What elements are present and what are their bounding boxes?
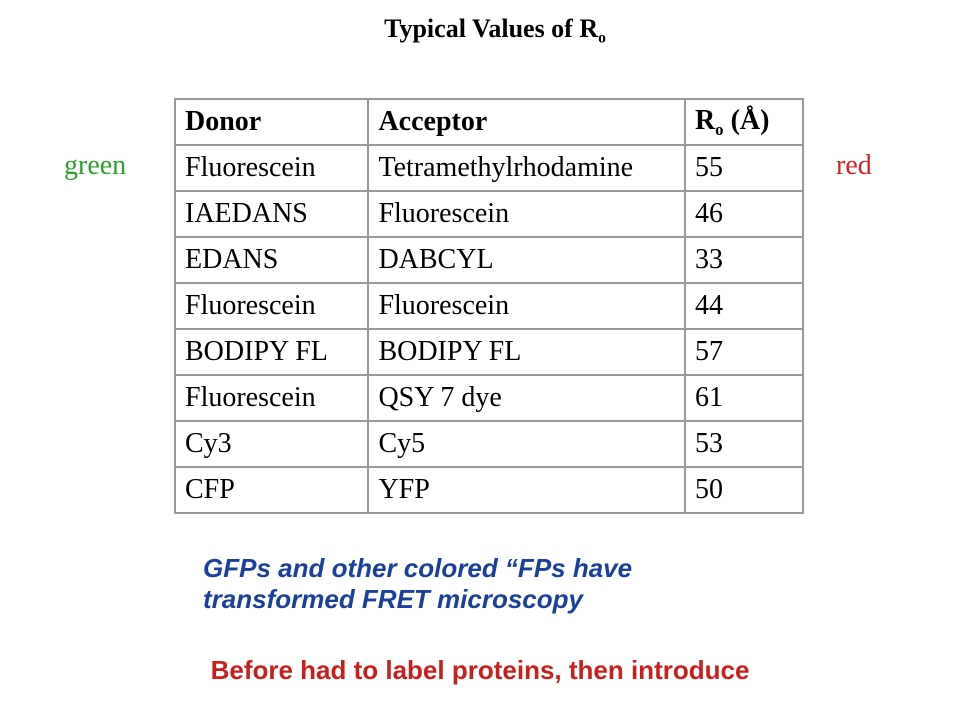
ro-cell: 44 — [685, 283, 803, 329]
ro-cell: 46 — [685, 191, 803, 237]
ro-cell: 61 — [685, 375, 803, 421]
table-row — [175, 375, 803, 421]
header-ro-main: R — [694, 104, 716, 136]
donor-cell: Fluorescein — [175, 145, 368, 191]
donor-cell: BODIPY FL — [175, 329, 368, 375]
acceptor-cell: Fluorescein — [368, 191, 685, 237]
acceptor-color-label: red — [836, 150, 872, 181]
gfp-note-line-1: GFPs and other colored “FPs have — [203, 553, 633, 583]
acceptor-cell: YFP — [368, 467, 685, 513]
donor-cell: Fluorescein — [175, 375, 368, 421]
header-acceptor: Acceptor — [368, 99, 685, 145]
table-row — [175, 237, 803, 283]
footer-note: Before had to label proteins, then introduce — [210, 655, 750, 685]
header-ro-unit: (Å) — [723, 104, 770, 136]
acceptor-cell: Tetramethylrhodamine — [368, 145, 685, 191]
header-donor: Donor — [175, 99, 368, 145]
table-row — [175, 329, 803, 375]
ro-cell: 50 — [685, 467, 803, 513]
header-ro-subscript: o — [715, 119, 724, 139]
donor-cell: CFP — [175, 467, 368, 513]
table-row — [175, 145, 803, 191]
gfp-note-line-2: transformed FRET microscopy — [203, 584, 583, 614]
gfp-note — [203, 553, 803, 615]
table-row — [175, 421, 803, 467]
table-row — [175, 191, 803, 237]
acceptor-cell: Cy5 — [368, 421, 685, 467]
acceptor-cell: DABCYL — [368, 237, 685, 283]
ro-values-table — [174, 98, 804, 514]
donor-cell: Fluorescein — [175, 283, 368, 329]
table-row — [175, 283, 803, 329]
donor-cell: Cy3 — [175, 421, 368, 467]
ro-cell: 55 — [685, 145, 803, 191]
table-row — [175, 467, 803, 513]
acceptor-cell: QSY 7 dye — [368, 375, 685, 421]
ro-cell: 33 — [685, 237, 803, 283]
title-text: Typical Values of R — [384, 14, 599, 43]
title-subscript: o — [598, 29, 606, 47]
table-header-row — [175, 99, 803, 145]
acceptor-cell: BODIPY FL — [368, 329, 685, 375]
donor-cell: EDANS — [175, 237, 368, 283]
acceptor-cell: Fluorescein — [368, 283, 685, 329]
donor-cell: IAEDANS — [175, 191, 368, 237]
page-title — [0, 14, 960, 47]
ro-cell: 57 — [685, 329, 803, 375]
ro-cell: 53 — [685, 421, 803, 467]
donor-color-label: green — [64, 150, 127, 181]
header-ro — [685, 99, 803, 145]
